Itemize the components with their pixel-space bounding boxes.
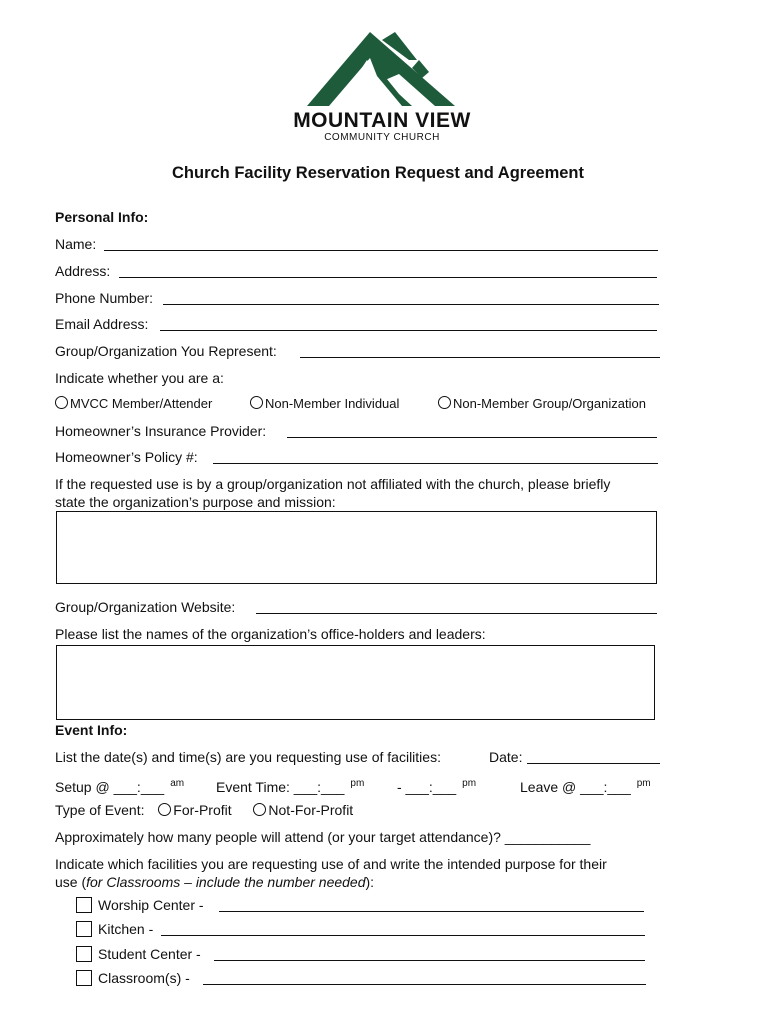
radio-for-profit-icon[interactable] (158, 803, 171, 816)
facility-label: Kitchen - (98, 921, 154, 937)
page-title: Church Facility Reservation Request and Agreement (172, 164, 584, 182)
personal-info-heading: Personal Info: (55, 209, 149, 225)
setup-label: Setup @ ___:___ (55, 779, 165, 795)
checkbox-icon[interactable] (76, 897, 92, 913)
leave-label: Leave @ ___:___ (520, 779, 631, 795)
logo-name: MOUNTAIN VIEW (293, 109, 471, 132)
event-type-label: Type of Event: (55, 802, 145, 818)
event-type-row (55, 801, 353, 819)
purpose-text-line2: state the organization’s purpose and mission: (55, 494, 336, 510)
church-logo (292, 30, 472, 144)
date-label: Date: (489, 749, 523, 765)
email-label: Email Address: (55, 316, 149, 332)
radio-circle-icon[interactable] (55, 396, 68, 409)
indicate-label: Indicate whether you are a: (55, 370, 224, 386)
kitchen-purpose-field[interactable] (161, 935, 645, 936)
leaders-label: Please list the names of the organization’s office-holders and leaders: (55, 626, 486, 642)
email-field[interactable] (160, 330, 657, 331)
name-field[interactable] (104, 250, 658, 251)
group-label: Group/Organization You Represent: (55, 343, 277, 359)
insurance-label: Homeowner’s Insurance Provider: (55, 423, 267, 439)
facility-label: Student Center - (98, 946, 201, 962)
website-field[interactable] (256, 613, 657, 614)
setup-time-field[interactable] (55, 775, 184, 793)
facility-label: Worship Center - (98, 897, 204, 913)
event-time-label: Event Time: ___:___ (216, 779, 345, 795)
radio-not-for-profit-icon[interactable] (253, 803, 266, 816)
classrooms-purpose-field[interactable] (203, 984, 646, 985)
name-label: Name: (55, 236, 97, 252)
radio-individual-label: Non-Member Individual (265, 396, 400, 411)
facilities-text-suffix: ): (365, 874, 375, 890)
dates-label: List the date(s) and time(s) are you requesting use of facilities: (55, 749, 441, 765)
checkbox-icon[interactable] (76, 946, 92, 962)
facilities-text-italic: for Classrooms – include the number needed (86, 874, 366, 890)
address-field[interactable] (119, 277, 657, 278)
event-info-heading: Event Info: (55, 722, 128, 738)
radio-group-label: Non-Member Group/Organization (453, 396, 646, 411)
policy-field[interactable] (213, 463, 658, 464)
insurance-field[interactable] (287, 437, 657, 438)
attendance-label: Approximately how many people will attend (or your target attendance)? ___________ (55, 829, 591, 845)
for-profit-label: For-Profit (173, 802, 232, 818)
not-for-profit-label: Not-For-Profit (268, 802, 354, 818)
event-end-pm-label: pm (462, 778, 477, 789)
website-label: Group/Organization Website: (55, 599, 236, 615)
radio-circle-icon[interactable] (438, 396, 451, 409)
radio-member[interactable] (55, 395, 212, 413)
event-start-pm-label: pm (350, 778, 365, 789)
leave-pm-label: pm (636, 778, 651, 789)
group-field[interactable] (300, 357, 660, 358)
purpose-textarea[interactable] (56, 511, 657, 584)
checkbox-icon[interactable] (76, 970, 92, 986)
checkbox-icon[interactable] (76, 921, 92, 937)
address-label: Address: (55, 263, 111, 279)
facility-label: Classroom(s) - (98, 970, 190, 986)
date-field[interactable] (527, 763, 660, 764)
facilities-text-prefix: use ( (55, 874, 87, 890)
mountain-logo-icon (307, 30, 457, 108)
logo-subtitle: COMMUNITY CHURCH (324, 132, 440, 143)
event-end-label: - ___:___ (397, 779, 457, 795)
worship-center-purpose-field[interactable] (219, 911, 644, 912)
radio-non-member-group[interactable] (438, 395, 646, 413)
leave-time-field[interactable] (520, 775, 651, 793)
policy-label: Homeowner’s Policy #: (55, 449, 198, 465)
facility-worship-center[interactable] (76, 896, 204, 914)
purpose-text-line1: If the requested use is by a group/organization not affiliated with the church, please briefly (55, 476, 611, 492)
facility-classrooms[interactable] (76, 969, 190, 987)
event-end-time-field[interactable] (397, 775, 476, 793)
phone-field[interactable] (163, 304, 659, 305)
facilities-text-line2 (55, 873, 374, 891)
student-center-purpose-field[interactable] (214, 960, 645, 961)
event-start-time-field[interactable] (216, 775, 364, 793)
facility-kitchen[interactable] (76, 920, 153, 938)
facility-student-center[interactable] (76, 945, 201, 963)
radio-circle-icon[interactable] (250, 396, 263, 409)
leaders-textarea[interactable] (56, 645, 655, 720)
facilities-text-line1: Indicate which facilities you are requesting use of and write the intended purpose for their (55, 856, 607, 872)
radio-non-member-individual[interactable] (250, 395, 399, 413)
phone-label: Phone Number: (55, 290, 154, 306)
setup-am-label: am (170, 778, 185, 789)
radio-member-label: MVCC Member/Attender (70, 396, 213, 411)
